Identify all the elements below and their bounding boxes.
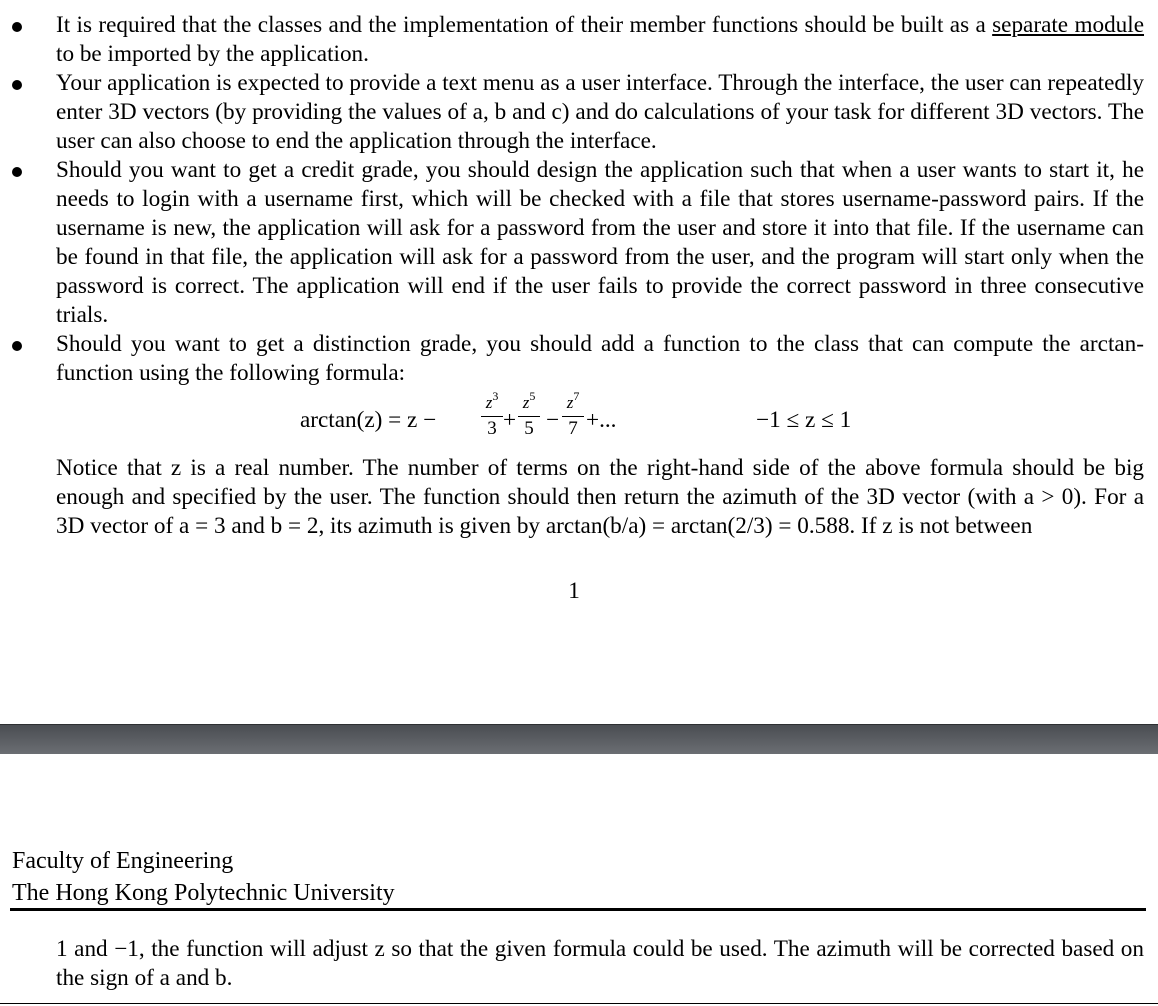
term-denominator: 3	[487, 418, 497, 439]
document-page-2	[0, 753, 1158, 1006]
page-number: 1	[568, 578, 580, 604]
university-name: The Hong Kong Polytechnic University	[12, 880, 395, 906]
formula-term	[481, 389, 503, 441]
bottom-divider	[0, 1003, 1158, 1004]
bullet-text: to be imported by the application.	[56, 41, 369, 67]
formula-lhs: arctan(z) = z −	[300, 407, 437, 433]
formula-operator: +	[503, 407, 517, 433]
continued-paragraph: 1 and −1, the function will adjust z so that the given formula could be used. The azimuth will be corrected based on the sign of a and b.	[56, 936, 1144, 991]
bullet-icon	[12, 341, 22, 351]
requirements-list	[12, 11, 1144, 388]
term-exponent: 5	[529, 389, 536, 403]
notice-paragraph: Notice that z is a real number. The number of terms on the right-hand side of the above formula should be big enough and specified by the user. The function should then return the azimuth of the 3D vector (with a > 0). For a 3D vector of a = 3 and b = 2, its azimuth is given by arctan(b/a) = arctan(2/3) = 0.588. If z is not between	[56, 455, 1144, 539]
list-item	[12, 11, 1144, 69]
term-exponent: 7	[573, 389, 580, 403]
term-exponent: 3	[492, 389, 499, 403]
header-divider	[10, 908, 1146, 911]
formula-operator: −	[546, 407, 560, 433]
bullet-icon	[12, 22, 22, 32]
bullet-text: Should you want to get a distinction grade, you should add a function to the class that can compute the arctan-function using the following formula:	[56, 331, 1144, 386]
bullet-text: It is required that the classes and the implementation of their member functions should be built as a	[56, 12, 993, 38]
page-separator	[0, 724, 1158, 754]
page-header	[12, 845, 395, 909]
bullet-icon	[12, 80, 22, 90]
bullet-text: Should you want to get a credit grade, you should design the application such that when a user wants to start it, he needs to login with a username first, which will be checked with a file that stores username-password pairs. If the username is new, the application will ask for a password from the user and store it into that file. If the username can be found in that file, the application will ask for a password from the user, and the program will start only when the password is correct. The application will end if the user fails to provide the correct password in three consecutive trials.	[56, 157, 1144, 328]
term-denominator: 7	[568, 418, 578, 439]
bullet-icon	[12, 167, 22, 177]
term-numerator: z	[522, 393, 530, 412]
term-numerator: z	[566, 393, 574, 412]
arctan-formula	[56, 389, 1144, 454]
bullet-text: Your application is expected to provide a text menu as a user interface. Through the interface, the user can repeatedly enter 3D vectors (by providing the values of a, b and c) and do calculations of your task for different 3D vectors. The user can also choose to end the application through the interface.	[56, 70, 1144, 154]
faculty-name: Faculty of Engineering	[12, 848, 234, 874]
underlined-text: separate module	[992, 12, 1145, 38]
term-numerator: z	[485, 393, 493, 412]
formula-operator: +...	[586, 407, 617, 433]
formula-range: −1 ≤ z ≤ 1	[756, 407, 852, 433]
term-denominator: 5	[524, 418, 534, 439]
formula-term	[518, 389, 540, 441]
formula-term	[562, 389, 584, 441]
list-item	[12, 69, 1144, 156]
list-item	[12, 330, 1144, 388]
list-item	[12, 156, 1144, 330]
